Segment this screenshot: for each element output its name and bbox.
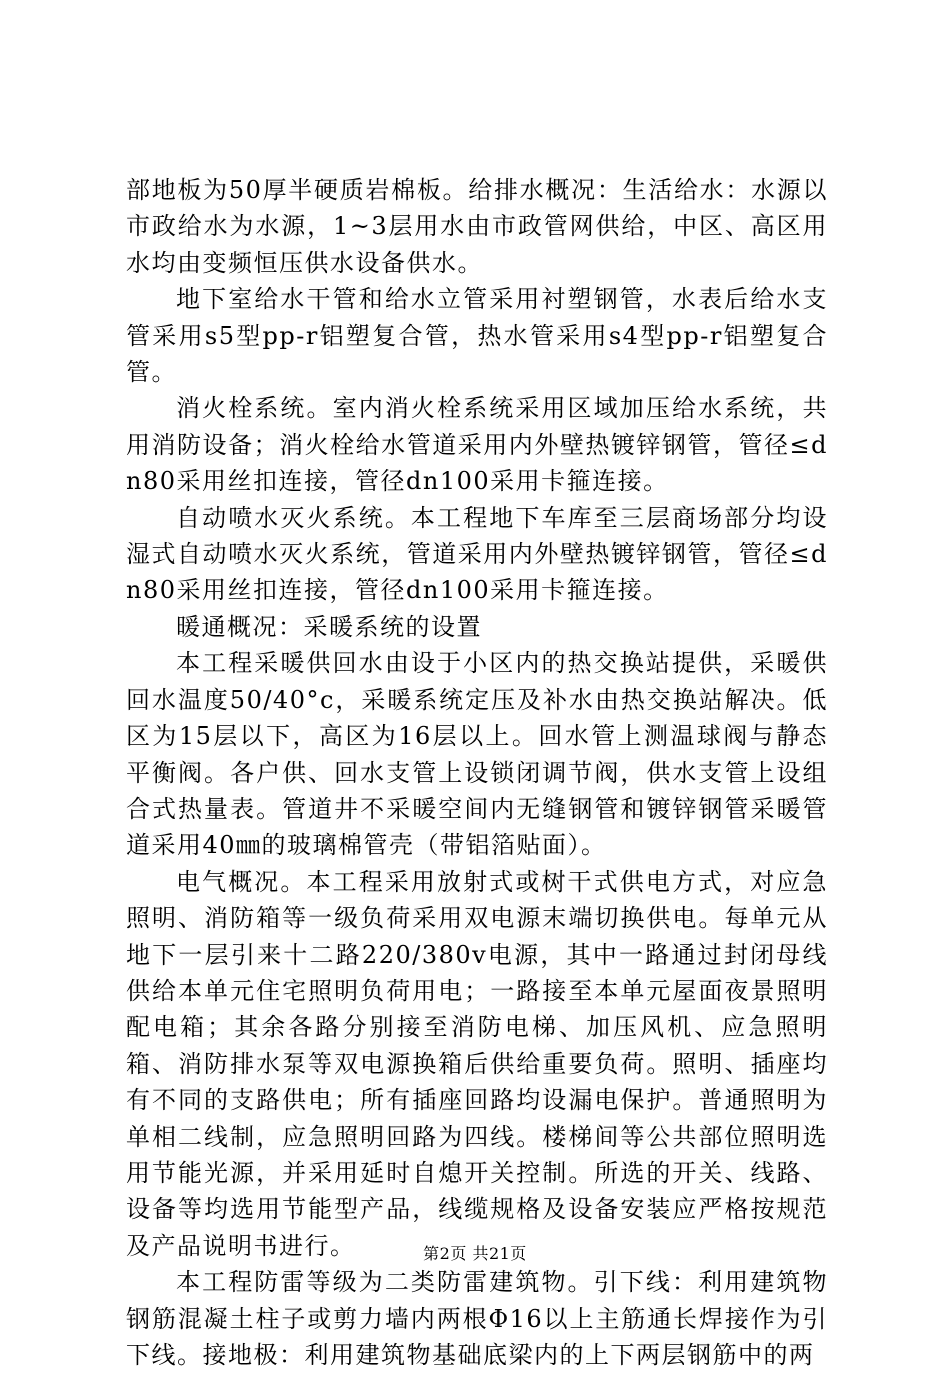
- body-text: [126, 172, 828, 1373]
- paragraph-8: 本工程防雷等级为二类防雷建筑物。引下线：利用建筑物钢筋混凝土柱子或剪力墙内两根Φ16以上主筋通长焊接作为引下线。接地极：利用建筑物基础底梁内的上下两层钢筋中的两: [126, 1268, 828, 1369]
- paragraph-6: 本工程采暖供回水由设于小区内的热交换站提供，采暖供回水温度50/40°c，采暖系统定压及补水由热交换站解决。低区为15层以下，高区为16层以上。回水管上测温球阀与静态平衡阀。各户供、回水支管上设锁闭调节阀，供水支管上设组合式热量表。管道井不采暖空间内无缝钢管和镀锌钢管采暖管道采用40㎜的玻璃棉管壳（带铝箔贴面）。: [126, 649, 828, 860]
- page-number-label: 第2页 共21页: [423, 1244, 527, 1263]
- paragraph-7: 电气概况。本工程采用放射式或树干式供电方式，对应急照明、消防箱等一级负荷采用双电源末端切换供电。每单元从地下一层引来十二路220/380v电源，其中一路通过封闭母线供给本单元住宅照明负荷用电；一路接至本单元屋面夜景照明配电箱；其余各路分别接至消防电梯、加压风机、应急照明箱、消防排水泵等双电源换箱后供给重要负荷。照明、插座均有不同的支路供电；所有插座回路均设漏电保护。普通照明为单相二线制，应急照明回路为四线。楼梯间等公共部位照明选用节能光源，并采用延时自熄开关控制。所选的开关、线路、设备等均选用节能型产品，线缆规格及设备安装应严格按规范及产品说明书进行。: [126, 867, 828, 1260]
- paragraph-3: 消火栓系统。室内消火栓系统采用区域加压给水系统，共用消防设备；消火栓给水管道采用内外壁热镀锌钢管，管径≤dn80采用丝扣连接，管径dn100采用卡箍连接。: [126, 394, 828, 496]
- paragraph-2: 地下室给水干管和给水立管采用衬塑钢管，水表后给水支管采用s5型pp-r铝塑复合管，热水管采用s4型pp-r铝塑复合管。: [126, 285, 828, 387]
- page-footer: [0, 1244, 950, 1264]
- paragraph-5: 暖通概况：采暖系统的设置: [176, 612, 482, 641]
- paragraph-4: 自动喷水灭火系统。本工程地下车库至三层商场部分均设湿式自动喷水灭火系统，管道采用内外壁热镀锌钢管，管径≤dn80采用丝扣连接，管径dn100采用卡箍连接。: [126, 503, 828, 605]
- paragraph-1: 部地板为50厚半硬质岩棉板。给排水概况：生活给水：水源以市政给水为水源，1~3层用水由市政管网供给，中区、高区用水均由变频恒压供水设备供水。: [126, 176, 828, 277]
